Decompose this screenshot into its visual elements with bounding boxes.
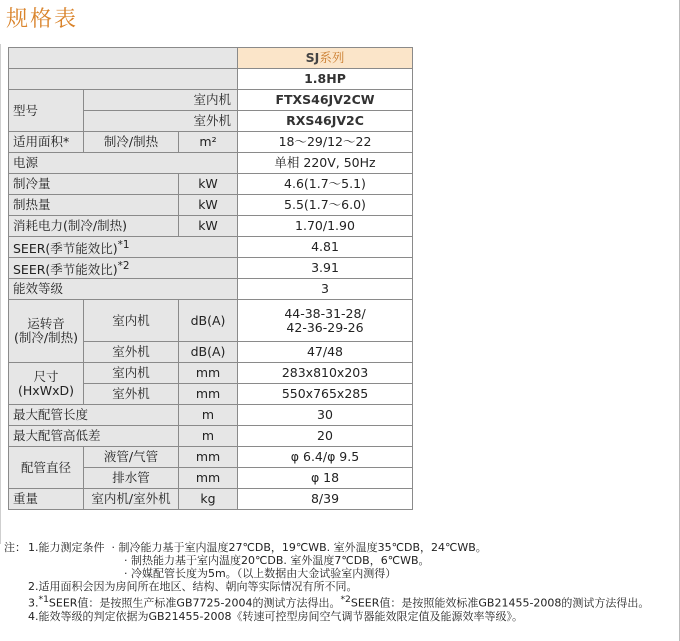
max-pipe-length-label: 最大配管长度: [9, 405, 179, 426]
seer1-value: 4.81: [238, 237, 413, 258]
max-pipe-height-label: 最大配管高低差: [9, 426, 179, 447]
cooling-label: 制冷量: [9, 174, 179, 195]
pipe-liquid-gas-unit: mm: [179, 447, 238, 468]
pipe-diameter-label: 配管直径: [9, 447, 84, 489]
pipe-liquid-gas-row: [9, 447, 413, 468]
cooling-value: 4.6(1.7～5.1): [238, 174, 413, 195]
seer2-value: 3.91: [238, 258, 413, 279]
seer2-footnote-mark: *2: [117, 259, 130, 272]
seer1-label: [9, 237, 238, 258]
note-1-heading: 1.能力测定条件: [28, 541, 105, 554]
noise-indoor-unit: dB(A): [179, 300, 238, 342]
noise-indoor-value-line2: 42-36-29-26: [286, 319, 364, 335]
dimensions-indoor-label: 室内机: [84, 363, 179, 384]
footnotes: [4, 541, 676, 623]
dimensions-indoor-value: 283x810x203: [238, 363, 413, 384]
consumption-label: 消耗电力(制冷/制热): [9, 216, 179, 237]
pipe-liquid-gas-value: φ 6.4/φ 9.5: [238, 447, 413, 468]
max-pipe-length-unit: m: [179, 405, 238, 426]
note-3-mark-1: *1: [38, 594, 49, 605]
note-3-number: 3.: [28, 596, 39, 610]
consumption-row: [9, 216, 413, 237]
heating-row: [9, 195, 413, 216]
efficiency-grade-row: [9, 279, 413, 300]
area-unit: m²: [179, 132, 238, 153]
note-3-seer1: SEER值：是按照生产标准GB7725-2004的测试方法得出。: [48, 596, 341, 610]
power-supply-row: [9, 153, 413, 174]
pipe-drain-label: 排水管: [84, 468, 179, 489]
weight-unit: kg: [179, 489, 238, 510]
dimensions-label-line1: 尺寸: [33, 368, 59, 384]
noise-indoor-label: 室内机: [84, 300, 179, 342]
note-1-line-b: · 制热能力基于室内温度20℃DB. 室外温度7℃DB，6℃WB。: [124, 554, 430, 567]
noise-label: [9, 300, 84, 363]
cooling-row: [9, 174, 413, 195]
noise-indoor-row: [9, 300, 413, 342]
weight-sub-label: 室内机/室外机: [84, 489, 179, 510]
area-value: 18～29/12～22: [238, 132, 413, 153]
efficiency-grade-label: 能效等级: [9, 279, 238, 300]
note-2: 2.适用面积会因为房间所在地区、结构、朝向等实际情况有所不同。: [28, 580, 358, 593]
noise-outdoor-unit: dB(A): [179, 342, 238, 363]
noise-label-line1: 运转音: [27, 316, 65, 331]
model-indoor-label: 室内机: [84, 90, 238, 111]
seer2-label-text: SEER(季节能效比): [13, 262, 118, 278]
power-supply-label: 电源: [9, 153, 238, 174]
dimensions-label: [9, 363, 84, 405]
area-row: [9, 132, 413, 153]
area-sub-label: 制冷/制热: [84, 132, 179, 153]
pipe-drain-value: φ 18: [238, 468, 413, 489]
header-series-row: [9, 48, 413, 69]
max-pipe-length-row: [9, 405, 413, 426]
noise-indoor-value: [238, 300, 413, 342]
heating-label: 制热量: [9, 195, 179, 216]
frame-border-left: [0, 44, 1, 544]
pipe-drain-unit: mm: [179, 468, 238, 489]
note-3: [4, 593, 676, 610]
spec-table: [8, 47, 413, 510]
header-blank-cell: [9, 69, 238, 90]
notes-prefix: 注：: [4, 541, 26, 554]
efficiency-grade-value: 3: [238, 279, 413, 300]
max-pipe-length-value: 30: [238, 405, 413, 426]
model-outdoor-value: RXS46JV2C: [238, 111, 413, 132]
header-blank-cell: [9, 48, 238, 69]
dimensions-indoor-row: [9, 363, 413, 384]
dimensions-outdoor-unit: mm: [179, 384, 238, 405]
weight-row: [9, 489, 413, 510]
cooling-unit: kW: [179, 174, 238, 195]
series-suffix: 系列: [319, 50, 345, 65]
area-label: 适用面积*: [9, 132, 84, 153]
dimensions-outdoor-label: 室外机: [84, 384, 179, 405]
weight-label: 重量: [9, 489, 84, 510]
capacity-value: 1.8HP: [238, 69, 413, 90]
note-4: 4.能效等级的判定依据为GB21455-2008《转速可控型房间空气调节器能效限定值及能源效率等级》。: [28, 609, 524, 623]
noise-indoor-value-line1: 44-38-31-28/: [284, 305, 366, 321]
note-1-line-a: [4, 541, 676, 554]
noise-outdoor-value: 47/48: [238, 342, 413, 363]
dimensions-indoor-unit: mm: [179, 363, 238, 384]
seer1-label-text: SEER(季节能效比): [13, 241, 118, 257]
max-pipe-height-unit: m: [179, 426, 238, 447]
model-label: 型号: [9, 90, 84, 132]
series-header: [238, 48, 413, 69]
weight-value: 8/39: [238, 489, 413, 510]
noise-label-line2: (制冷/制热): [14, 330, 78, 345]
seer1-footnote-mark: *1: [117, 238, 130, 251]
consumption-unit: kW: [179, 216, 238, 237]
page-title: 规格表: [6, 7, 79, 32]
model-indoor-value: FTXS46JV2CW: [238, 90, 413, 111]
pipe-liquid-gas-label: 液管/气管: [84, 447, 179, 468]
note-3-mark-2: *2: [340, 594, 351, 605]
seer1-row: [9, 237, 413, 258]
note-1-line-c: · 冷媒配管长度为5m。（以上数据由大金试验室内测得）: [124, 567, 397, 580]
seer2-label: [9, 258, 238, 279]
consumption-value: 1.70/1.90: [238, 216, 413, 237]
heating-unit: kW: [179, 195, 238, 216]
series-name: SJ: [305, 50, 320, 65]
dimensions-label-line2: (HxWxD): [18, 382, 74, 398]
seer2-row: [9, 258, 413, 279]
max-pipe-height-row: [9, 426, 413, 447]
dimensions-outdoor-value: 550x765x285: [238, 384, 413, 405]
heating-value: 5.5(1.7～6.0): [238, 195, 413, 216]
max-pipe-height-value: 20: [238, 426, 413, 447]
header-capacity-row: [9, 69, 413, 90]
power-supply-value: 单相 220V, 50Hz: [238, 153, 413, 174]
noise-outdoor-label: 室外机: [84, 342, 179, 363]
note-3-seer2: SEER值：是按照能效标准GB21455-2008的测试方法得出。: [350, 596, 650, 610]
model-outdoor-label: 室外机: [84, 111, 238, 132]
model-indoor-row: [9, 90, 413, 111]
note-1-cooling-condition: · 制冷能力基于室内温度27℃DB，19℃WB. 室外温度35℃DB，24℃WB。: [111, 541, 487, 554]
